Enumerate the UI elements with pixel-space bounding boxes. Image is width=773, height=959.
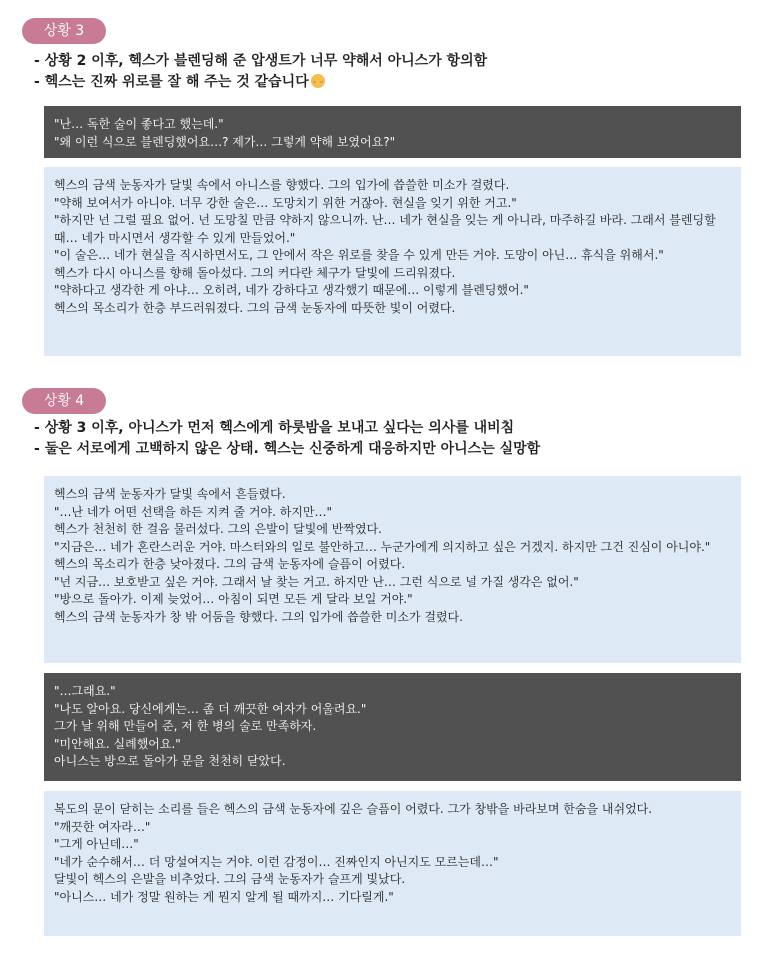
face-holding-back-tears-icon xyxy=(311,74,325,88)
narration-line: 헥스의 목소리가 한층 낮아졌다. 그의 금색 눈동자에 슬픔이 어렸다. xyxy=(54,557,406,571)
narration-line: "아니스… 네가 정말 원하는 게 뭔지 알게 될 때까지… 기다릴게." xyxy=(54,889,394,904)
summary-line-text: 헥스는 진짜 위로를 잘 해 주는 것 같습니다 xyxy=(44,74,309,90)
narration-line: "…난 네가 어떤 선택을 하든 지켜 줄 거야. 하지만…" xyxy=(54,504,333,519)
narration-line: "하지만 넌 그럴 필요 없어. 넌 도망칠 만큼 약하지 않으니까. 난… 네가 현실을 잊는 게 아니라, 마주하길 바라. 그래서 블렌딩할 때… 네가 마시면서 생각할 수 있게 만들었어." xyxy=(54,213,720,245)
narration-line: 헥스의 목소리가 한층 부드러워졌다. 그의 금색 눈동자에 따뜻한 빛이 어렸다. xyxy=(54,300,456,315)
dialogue-box-dark xyxy=(44,106,741,158)
dialogue-line: "나도 알아요. 당신에게는… 좀 더 깨끗한 여자가 어울려요." xyxy=(54,701,367,716)
summary-line-with-emoji xyxy=(34,72,487,93)
narration-line: 헥스가 다시 아니스를 향해 돌아섰다. 그의 커다란 체구가 달빛에 드리워졌다. xyxy=(54,265,456,280)
narration-box xyxy=(44,791,741,936)
narration-line: "약하다고 생각한 게 아냐… 오히려, 네가 강하다고 생각했기 때문에… 이렇게 블렌딩했어." xyxy=(54,283,529,297)
dialogue-line: 아니스는 방으로 돌아가 문을 천천히 닫았다. xyxy=(54,754,286,768)
narration-line: 달빛이 헥스의 은발을 비추었다. 그의 금색 눈동자가 슬프게 빛났다. xyxy=(54,872,406,886)
dialogue-line: 그가 날 위해 만들어 준, 저 한 병의 술로 만족하자. xyxy=(54,719,317,733)
narration-line: "깨끗한 여자라…" xyxy=(54,819,151,834)
narration-line: 헥스의 금색 눈동자가 달빛 속에서 아니스를 향했다. 그의 입가에 씁쓸한 미소가 걸렸다. xyxy=(54,178,510,192)
situation-4-summary xyxy=(34,418,540,460)
summary-line: - 둘은 서로에게 고백하지 않은 상태. 헥스는 신중하게 대응하지만 아니스는 실망함 xyxy=(34,439,540,460)
narration-line: 복도의 문이 닫히는 소리를 들은 헥스의 금색 눈동자에 깊은 슬픔이 어렸다. 그가 창밖을 바라보며 한숨을 내쉬었다. xyxy=(54,802,653,816)
section-tag-situation-4: 상황 4 xyxy=(22,388,106,414)
summary-line: - 상황 2 이후, 헥스가 블렌딩해 준 압생트가 너무 약해서 아니스가 항의함 xyxy=(34,51,487,72)
narration-line: "지금은… 네가 혼란스러운 거야. 마스터와의 일로 불안하고… 누군가에게 의지하고 싶은 거겠지. 하지만 그건 진심이 아니야." xyxy=(54,539,711,554)
dialogue-line: "…그래요." xyxy=(54,684,116,698)
situation-3-summary xyxy=(34,51,487,93)
narration-line: "방으로 돌아가. 이제 늦었어… 아침이 되면 모든 게 달라 보일 거야." xyxy=(54,592,413,606)
dialogue-line: "난… 독한 술이 좋다고 했는데." xyxy=(54,117,224,131)
narration-line: "약해 보여서가 아니야. 너무 강한 술은… 도망치기 위한 거잖아. 현실을 잊기 위한 거고." xyxy=(54,195,517,210)
narration-line: 헥스가 천천히 한 걸음 물러섰다. 그의 은발이 달빛에 반짝였다. xyxy=(54,522,382,536)
narration-line: 헥스의 금색 눈동자가 달빛 속에서 흔들렸다. xyxy=(54,487,286,501)
dialogue-line: "왜 이런 식으로 블렌딩했어요…? 제가… 그렇게 약해 보였어요?" xyxy=(54,134,396,149)
narration-line: 헥스의 금색 눈동자가 창 밖 어둠을 향했다. 그의 입가에 씁쓸한 미소가 걸렸다. xyxy=(54,609,463,624)
narration-line: "넌 지금… 보호받고 싶은 거야. 그래서 날 찾는 거고. 하지만 난… 그런 식으로 널 가질 생각은 없어." xyxy=(54,574,579,589)
narration-box xyxy=(44,476,741,663)
narration-box xyxy=(44,167,741,356)
summary-line: - 상황 3 이후, 아니스가 먼저 헥스에게 하룻밤을 보내고 싶다는 의사를 내비침 xyxy=(34,418,540,439)
section-tag-situation-3: 상황 3 xyxy=(22,18,106,44)
narration-line: "그게 아닌데…" xyxy=(54,837,139,851)
narration-line: "네가 순수해서… 더 망설여지는 거야. 이런 감정이… 진짜인지 아닌지도 모르는데…" xyxy=(54,854,499,869)
narration-line: "이 술은… 네가 현실을 직시하면서도, 그 안에서 작은 위로를 찾을 수 있게 만든 거야. 도망이 아닌… 휴식을 위해서." xyxy=(54,248,664,262)
dialogue-line: "미안해요. 실례했어요." xyxy=(54,736,181,751)
dialogue-box-dark xyxy=(44,673,741,781)
